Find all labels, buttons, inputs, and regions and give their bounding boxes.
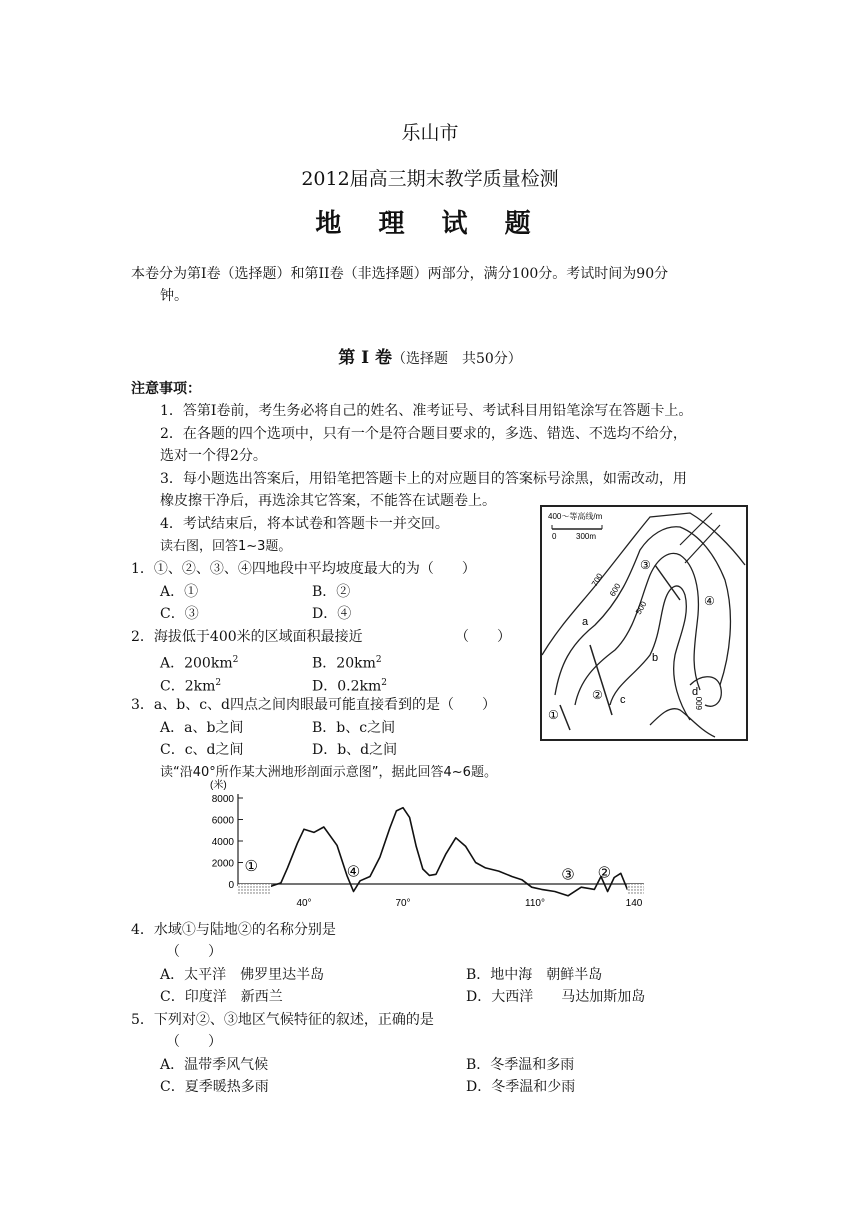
q1-option-d: D．④ bbox=[312, 606, 352, 622]
q4-option-d: D．大西洋 马达加斯加岛 bbox=[466, 989, 646, 1005]
q5-stem: 5．下列对②、③地区气候特征的叙述，正确的是 bbox=[131, 1012, 434, 1028]
q3-option-d: D．b、d之间 bbox=[312, 742, 398, 758]
q4-stem: 4．水域①与陆地②的名称分别是 bbox=[131, 922, 336, 938]
notes-heading: 注意事项： bbox=[131, 381, 201, 397]
read-instruction-2: 读“沿40°所作某大洲地形剖面示意图”，据此回答4~6题。 bbox=[160, 765, 497, 780]
note-2a: 2．在各题的四个选项中，只有一个是符合题目要求的，多选、错选、不选均不给分， bbox=[160, 426, 687, 442]
profile-marker: ④ bbox=[346, 863, 361, 881]
q3-option-b: B．b、c之间 bbox=[312, 720, 396, 736]
map-segment-3: ③ bbox=[640, 558, 651, 572]
y-tick-label: 4000 bbox=[211, 837, 234, 848]
map-segment-2: ② bbox=[592, 688, 603, 702]
note-3a: 3．每小题选出答案后，用铅笔把答题卡上的对应题目的答案标号涂黑，如需改动，用 bbox=[160, 471, 687, 487]
intro-line2: 钟。 bbox=[160, 288, 188, 304]
section-heading bbox=[0, 343, 860, 368]
q5-paren: （ ） bbox=[166, 1034, 222, 1050]
y-tick-label: 6000 bbox=[211, 815, 234, 827]
contour-label-500: 500 bbox=[633, 599, 649, 616]
map-point-d: d bbox=[692, 686, 699, 698]
y-tick-label: 2000 bbox=[211, 858, 234, 870]
q1-option-a: A．① bbox=[160, 584, 199, 600]
q2-option-c-text: C．2km bbox=[160, 678, 216, 695]
contour-map bbox=[540, 505, 748, 741]
q4-option-c: C．印度洋 新西兰 bbox=[160, 989, 283, 1005]
q2-c-sup: 2 bbox=[215, 678, 222, 688]
contour-label-600: 600 bbox=[607, 581, 623, 598]
q3-option-c: C．c、d之间 bbox=[160, 742, 244, 758]
intro-line1: 本卷分为第I卷（选择题）和第II卷（非选择题）两部分，满分100分。考试时间为90分 bbox=[131, 266, 669, 282]
water-area-right bbox=[627, 884, 644, 894]
q2-stem: 2．海拔低于400米的区域面积最接近 bbox=[131, 629, 363, 645]
q2-option-a bbox=[160, 649, 238, 675]
water-area-left bbox=[238, 884, 271, 894]
exam-title: 2012届高三期末教学质量检测 bbox=[301, 168, 559, 190]
q5-option-b: B．冬季温和多雨 bbox=[466, 1057, 575, 1073]
q3-option-a: A．a、b之间 bbox=[160, 720, 244, 736]
y-tick-label: 0 bbox=[228, 880, 234, 891]
subject-title: 地 理 试 题 bbox=[315, 209, 545, 239]
x-tick-label: 140 bbox=[625, 898, 643, 909]
q1-option-b: B．② bbox=[312, 584, 351, 600]
map-point-c: c bbox=[620, 694, 626, 706]
q2-option-d-text: D．0.2km bbox=[312, 678, 382, 695]
q2-option-b bbox=[312, 649, 382, 675]
q1-stem: 1．①、②、③、④四地段中平均坡度最大的为（ ） bbox=[131, 561, 476, 577]
profile-marker: ③ bbox=[561, 866, 575, 884]
x-tick-label: 110° bbox=[525, 898, 545, 909]
map-segment-4: ④ bbox=[704, 594, 715, 608]
note-2b: 选对一个得2分。 bbox=[160, 448, 267, 464]
q2-paren: （ ） bbox=[455, 629, 511, 645]
map-scale-length: 300m bbox=[576, 532, 597, 541]
terrain-profile-chart bbox=[190, 778, 670, 916]
q4-paren: （ ） bbox=[166, 944, 222, 960]
q2-d-sup: 2 bbox=[381, 678, 387, 688]
profile-marker: ① bbox=[244, 858, 258, 876]
q1-option-c: C．③ bbox=[160, 606, 199, 622]
x-tick-label: 40° bbox=[296, 898, 312, 909]
q2-a-sup: 2 bbox=[232, 655, 239, 665]
q2-option-b-text: B．20km bbox=[312, 655, 376, 672]
map-legend: 400～等高线/m bbox=[548, 512, 603, 521]
contour-label-700: 700 bbox=[589, 571, 605, 588]
note-1: 1．答第I卷前，考生务必将自己的姓名、准考证号、考试科目用铅笔涂写在答题卡上。 bbox=[160, 403, 693, 419]
terrain-profile-line bbox=[238, 808, 644, 896]
q4-option-b: B．地中海 朝鲜半岛 bbox=[466, 967, 603, 983]
y-axis-label: (米) bbox=[210, 780, 227, 791]
q5-option-c: C．夏季暖热多雨 bbox=[160, 1079, 269, 1095]
x-tick-label: 70° bbox=[395, 898, 411, 909]
q2-b-sup: 2 bbox=[375, 655, 382, 665]
note-4: 4．考试结束后，将本试卷和答题卡一并交回。 bbox=[160, 516, 449, 532]
section-note: （选择题 共50分） bbox=[391, 351, 522, 367]
map-scale-zero: 0 bbox=[552, 532, 557, 541]
contour-label-600b: 600 bbox=[695, 696, 704, 710]
note-3b: 橡皮擦干净后，再选涂其它答案，不能答在试题卷上。 bbox=[160, 493, 496, 509]
y-tick-label: 8000 bbox=[211, 794, 234, 805]
map-segment-1: ① bbox=[548, 708, 559, 722]
q4-option-a: A．太平洋 佛罗里达半岛 bbox=[160, 967, 325, 983]
q5-option-a: A．温带季风气候 bbox=[160, 1057, 269, 1073]
city-title: 乐山市 bbox=[401, 122, 459, 144]
section-name: 第 Ⅰ 卷 bbox=[338, 348, 392, 368]
map-point-a: a bbox=[582, 616, 589, 628]
map-point-b: b bbox=[652, 652, 659, 664]
read-instruction-1: 读右图，回答1~3题。 bbox=[160, 539, 292, 554]
profile-marker: ② bbox=[597, 864, 612, 882]
q5-option-d: D．冬季温和少雨 bbox=[466, 1079, 576, 1095]
q2-option-a-text: A．200km bbox=[160, 655, 233, 672]
q3-stem: 3．a、b、c、d四点之间肉眼最可能直接看到的是（ ） bbox=[131, 697, 497, 713]
